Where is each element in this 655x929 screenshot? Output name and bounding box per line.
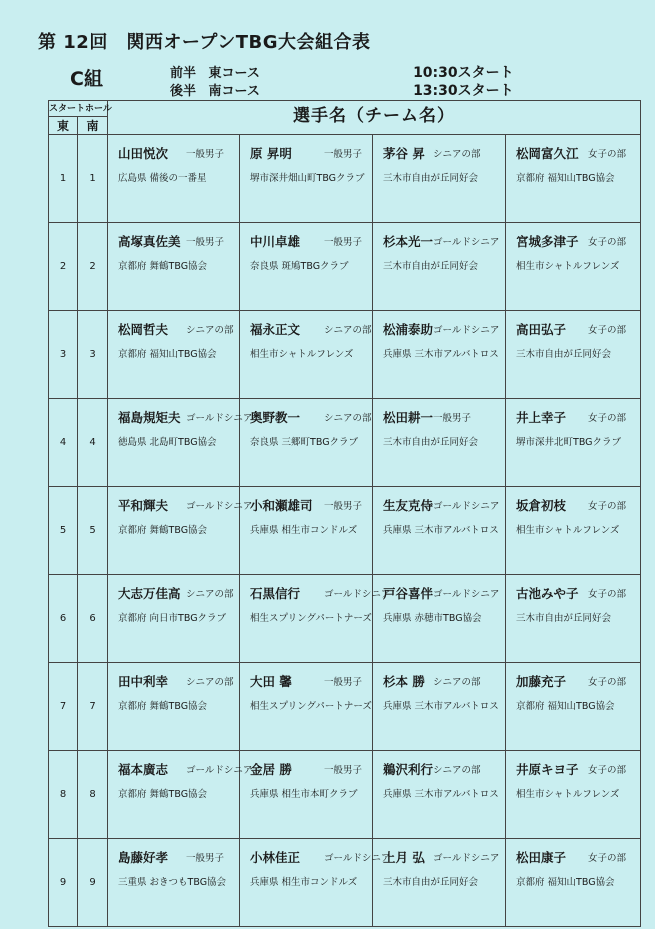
player-affiliation: 京都府 舞鶴TBG協会	[118, 701, 208, 712]
player-name: 平和輝夫	[118, 498, 169, 513]
player-cell	[240, 399, 373, 487]
south-hole-number: 9	[78, 839, 108, 927]
player-name: 加藤充子	[516, 674, 567, 689]
player-affiliation: 兵庫県 三木市アルバトロス	[383, 701, 499, 712]
south-hole-number: 8	[78, 751, 108, 839]
player-name: 杉本光一	[383, 234, 434, 249]
player-category: シニアの部	[433, 677, 481, 688]
player-affiliation: 兵庫県 赤穂市TBG協会	[383, 613, 482, 624]
east-header: 東	[49, 117, 78, 135]
east-hole-number: 4	[49, 399, 78, 487]
player-cell	[506, 135, 641, 223]
schedule-label: 前半	[170, 66, 197, 81]
player-affiliation: 三重県 おきつもTBG協会	[118, 877, 227, 888]
player-affiliation: 相生市シャトルフレンズ	[516, 261, 620, 272]
player-affiliation: 相生スプリングパートナーズ	[250, 701, 372, 712]
player-affiliation: 広島県 備後の一番星	[118, 173, 207, 184]
player-category: 一般男子	[324, 677, 363, 688]
player-name: 古池みや子	[516, 586, 579, 601]
south-header: 南	[78, 117, 108, 135]
player-cell	[373, 575, 506, 663]
player-cell	[240, 839, 391, 927]
group-label: C組	[70, 68, 103, 90]
player-category: ゴールドシニア	[186, 413, 253, 424]
player-cell	[373, 223, 506, 311]
player-category: シニアの部	[186, 677, 234, 688]
player-cell	[108, 663, 240, 751]
player-category: ゴールドシニア	[433, 501, 500, 512]
player-affiliation: 三木市自由が丘同好会	[383, 877, 479, 888]
player-cell	[240, 223, 373, 311]
player-category: 一般男子	[186, 853, 225, 864]
player-category: シニアの部	[433, 765, 481, 776]
player-cell	[240, 663, 373, 751]
player-affiliation: 相生スプリングパートナーズ	[250, 613, 372, 624]
east-hole-number: 3	[49, 311, 78, 399]
east-hole-number: 6	[49, 575, 78, 663]
player-category: シニアの部	[186, 325, 234, 336]
player-name: 中川卓雄	[250, 234, 301, 249]
schedule-time: 10:30スタート	[413, 65, 514, 81]
player-name: 田中利幸	[118, 674, 169, 689]
south-hole-number: 1	[78, 135, 108, 223]
schedule-course: 東コース	[208, 66, 260, 81]
player-affiliation: 兵庫県 相生市コンドルズ	[250, 525, 358, 536]
player-affiliation: 京都府 福知山TBG協会	[118, 349, 217, 360]
player-affiliation: 三木市自由が丘同好会	[383, 437, 479, 448]
player-category: ゴールドシニア	[324, 589, 391, 600]
player-name: 小林佳正	[250, 850, 301, 865]
player-cell	[240, 751, 373, 839]
player-affiliation: 奈良県 三郷町TBGクラブ	[250, 437, 359, 448]
players-header: 選手名（チーム名）	[108, 101, 641, 135]
player-cell	[240, 135, 373, 223]
player-category: 一般男子	[433, 413, 472, 424]
player-affiliation: 京都府 福知山TBG協会	[516, 173, 615, 184]
player-name: 宮城多津子	[516, 234, 579, 249]
player-name: 大田 馨	[250, 674, 292, 689]
player-cell	[373, 487, 506, 575]
player-name: 原 昇明	[250, 146, 292, 161]
player-affiliation: 京都府 向日市TBGクラブ	[118, 613, 227, 624]
player-name: 山田悦次	[118, 146, 169, 161]
player-cell	[373, 751, 506, 839]
player-category: 一般男子	[186, 149, 225, 160]
table-row	[49, 839, 641, 927]
player-affiliation: 兵庫県 三木市アルバトロス	[383, 525, 499, 536]
player-category: 女子の部	[588, 853, 627, 864]
player-cell	[108, 399, 253, 487]
player-category: ゴールドシニア	[186, 501, 253, 512]
player-cell	[506, 223, 641, 311]
east-hole-number: 9	[49, 839, 78, 927]
player-cell	[108, 839, 240, 927]
player-category: 一般男子	[324, 765, 363, 776]
player-category: 女子の部	[588, 501, 627, 512]
east-hole-number: 1	[49, 135, 78, 223]
table-row	[49, 311, 641, 399]
player-affiliation: 三木市自由が丘同好会	[383, 173, 479, 184]
player-category: 女子の部	[588, 413, 627, 424]
south-hole-number: 3	[78, 311, 108, 399]
player-affiliation: 三木市自由が丘同好会	[383, 261, 479, 272]
player-name: 茅谷 昇	[383, 146, 425, 161]
player-name: 坂倉初枝	[516, 498, 567, 513]
south-hole-number: 4	[78, 399, 108, 487]
player-category: 一般男子	[186, 237, 225, 248]
table-row	[49, 575, 641, 663]
document-title: 第 12回 関西オープンTBG大会組合表	[38, 32, 371, 53]
player-affiliation: 京都府 舞鶴TBG協会	[118, 525, 208, 536]
player-affiliation: 三木市自由が丘同好会	[516, 613, 612, 624]
player-name: 大志万佳高	[118, 586, 181, 601]
player-category: シニアの部	[433, 149, 481, 160]
player-name: 松岡富久江	[516, 146, 579, 161]
player-cell	[506, 487, 641, 575]
player-cell	[373, 839, 506, 927]
player-category: 女子の部	[588, 589, 627, 600]
player-cell	[506, 751, 641, 839]
player-category: 女子の部	[588, 325, 627, 336]
south-hole-number: 6	[78, 575, 108, 663]
player-category: 一般男子	[324, 501, 363, 512]
player-name: 小和瀬雄司	[250, 498, 313, 513]
player-name: 石黒信行	[250, 586, 301, 601]
player-cell	[506, 839, 641, 927]
player-cell	[108, 311, 240, 399]
player-cell	[373, 663, 506, 751]
player-affiliation: 兵庫県 三木市アルバトロス	[383, 789, 499, 800]
player-name: 杉本 勝	[383, 674, 425, 689]
player-cell	[506, 663, 641, 751]
player-name: 松浦泰助	[383, 322, 434, 337]
player-cell	[108, 575, 240, 663]
player-cell	[506, 311, 641, 399]
player-category: シニアの部	[186, 589, 234, 600]
player-name: 上月 弘	[383, 850, 425, 865]
player-affiliation: 相生市シャトルフレンズ	[516, 525, 620, 536]
player-name: 井原キヨ子	[516, 762, 579, 777]
player-affiliation: 京都府 福知山TBG協会	[516, 877, 615, 888]
table-row	[49, 135, 641, 223]
player-category: ゴールドシニア	[324, 853, 391, 864]
start-hole-header: スタートホール	[49, 101, 108, 117]
player-cell	[240, 487, 373, 575]
player-category: 一般男子	[324, 237, 363, 248]
player-name: 高塚真佐美	[118, 234, 181, 249]
player-name: 生友克侍	[383, 498, 434, 513]
player-name: 金居 勝	[250, 762, 292, 777]
table-row	[49, 399, 641, 487]
player-cell	[240, 575, 391, 663]
player-affiliation: 相生市シャトルフレンズ	[516, 789, 620, 800]
player-cell	[108, 135, 240, 223]
player-affiliation: 兵庫県 相生市コンドルズ	[250, 877, 358, 888]
player-name: 松岡哲夫	[118, 322, 169, 337]
player-category: 女子の部	[588, 677, 627, 688]
player-name: 鵜沢利行	[383, 762, 434, 777]
player-cell	[108, 223, 240, 311]
schedule-time: 13:30スタート	[413, 83, 514, 99]
player-affiliation: 京都府 舞鶴TBG協会	[118, 261, 208, 272]
south-hole-number: 7	[78, 663, 108, 751]
schedule-course: 南コース	[208, 84, 260, 99]
table-row	[49, 487, 641, 575]
player-cell	[506, 399, 641, 487]
player-affiliation: 三木市自由が丘同好会	[516, 349, 612, 360]
player-category: ゴールドシニア	[433, 237, 500, 248]
player-affiliation: 奈良県 斑鳩TBGクラブ	[250, 261, 349, 272]
player-cell	[506, 575, 641, 663]
player-category: 女子の部	[588, 237, 627, 248]
player-cell	[240, 311, 373, 399]
schedule-label: 後半	[170, 84, 197, 99]
table-row	[49, 751, 641, 839]
player-name: 松田康子	[516, 850, 567, 865]
schedule-second-half	[170, 80, 514, 100]
table-row	[49, 663, 641, 751]
player-name: 福本廣志	[118, 762, 169, 777]
east-hole-number: 8	[49, 751, 78, 839]
east-hole-number: 2	[49, 223, 78, 311]
player-category: ゴールドシニア	[433, 589, 500, 600]
player-cell	[373, 311, 506, 399]
player-name: 島藤好孝	[118, 850, 169, 865]
player-affiliation: 徳島県 北島町TBG協会	[118, 437, 217, 448]
player-name: 戸谷喜伴	[383, 586, 434, 601]
player-affiliation: 堺市深井畑山町TBGクラブ	[250, 173, 365, 184]
player-category: 女子の部	[588, 149, 627, 160]
player-cell	[373, 399, 506, 487]
player-name: 井上幸子	[516, 410, 567, 425]
player-category: シニアの部	[324, 413, 372, 424]
player-name: 福島規矩夫	[118, 410, 181, 425]
player-category: 女子の部	[588, 765, 627, 776]
south-hole-number: 2	[78, 223, 108, 311]
player-affiliation: 京都府 舞鶴TBG協会	[118, 789, 208, 800]
player-affiliation: 兵庫県 相生市本町クラブ	[250, 789, 358, 800]
player-affiliation: 京都府 福知山TBG協会	[516, 701, 615, 712]
player-cell	[108, 751, 253, 839]
player-category: 一般男子	[324, 149, 363, 160]
player-category: ゴールドシニア	[433, 853, 500, 864]
player-name: 奥野教一	[250, 410, 301, 425]
pairing-table	[48, 100, 641, 927]
player-category: ゴールドシニア	[186, 765, 253, 776]
player-cell	[108, 487, 253, 575]
player-category: シニアの部	[324, 325, 372, 336]
east-hole-number: 7	[49, 663, 78, 751]
table-row	[49, 223, 641, 311]
player-affiliation: 相生市シャトルフレンズ	[250, 349, 354, 360]
player-affiliation: 堺市深井北町TBGクラブ	[516, 437, 622, 448]
east-hole-number: 5	[49, 487, 78, 575]
player-category: ゴールドシニア	[433, 325, 500, 336]
player-affiliation: 兵庫県 三木市アルバトロス	[383, 349, 499, 360]
player-name: 松田耕一	[383, 410, 434, 425]
player-cell	[373, 135, 506, 223]
player-name: 高田弘子	[516, 322, 567, 337]
player-name: 福永正文	[250, 322, 301, 337]
south-hole-number: 5	[78, 487, 108, 575]
schedule-first-half	[170, 62, 514, 82]
